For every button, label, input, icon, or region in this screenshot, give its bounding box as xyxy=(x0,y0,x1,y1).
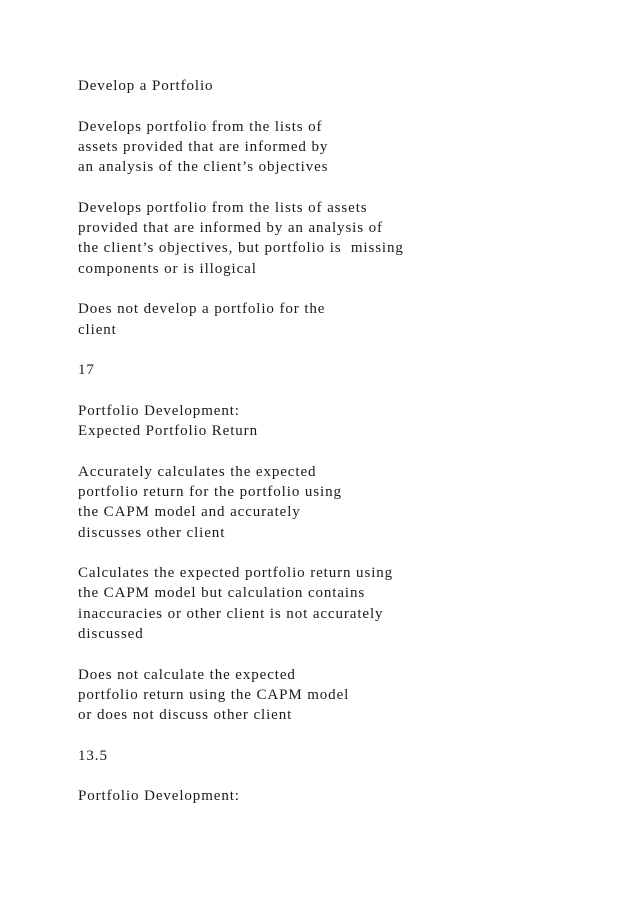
text-line: Does not calculate the expected xyxy=(78,666,296,683)
rating-excellent xyxy=(78,462,618,543)
text-line: Develops portfolio from the lists of assets xyxy=(78,199,368,216)
text-line: an analysis of the client’s objectives xyxy=(78,159,329,176)
text-line: Develop a Portfolio xyxy=(78,78,214,94)
text-line: Develops portfolio from the lists of xyxy=(78,118,323,135)
text-line: Accurately calculates the expected xyxy=(78,463,317,480)
rating-partial xyxy=(78,198,618,279)
text-line: the client’s objectives, but portfolio is missing xyxy=(78,240,404,257)
text-line: Portfolio Development: xyxy=(78,402,240,419)
text-line: inaccuracies or other client is not accurately xyxy=(78,605,384,622)
text-line: or does not discuss other client xyxy=(78,707,293,724)
text-line: discusses other client xyxy=(78,524,226,541)
criterion-title xyxy=(78,786,618,806)
points-value xyxy=(78,746,618,766)
text-line: portfolio return using the CAPM model xyxy=(78,686,350,703)
rating-excellent xyxy=(78,117,618,178)
text-line: portfolio return for the portfolio using xyxy=(78,483,342,500)
rating-partial xyxy=(78,563,618,644)
text-line: client xyxy=(78,321,117,338)
text-line: discussed xyxy=(78,626,144,643)
text-line: assets provided that are informed by xyxy=(78,138,329,155)
criterion-title xyxy=(78,76,618,96)
criterion-title xyxy=(78,401,618,442)
text-line: the CAPM model and accurately xyxy=(78,504,301,521)
rating-missing xyxy=(78,299,618,340)
text-line: Portfolio Development: xyxy=(78,788,240,805)
text-line: Does not develop a portfolio for the xyxy=(78,301,326,318)
text-line: 13.5 xyxy=(78,747,108,764)
text-line: Calculates the expected portfolio return using xyxy=(78,565,394,582)
text-line: provided that are informed by an analysis of xyxy=(78,220,383,237)
rating-missing xyxy=(78,665,618,726)
text-line: components or is illogical xyxy=(78,260,257,277)
points-value xyxy=(78,360,618,380)
text-line: the CAPM model but calculation contains xyxy=(78,585,366,602)
document-page xyxy=(78,76,618,827)
text-line: Expected Portfolio Return xyxy=(78,423,258,440)
text-line: 17 xyxy=(78,362,95,379)
